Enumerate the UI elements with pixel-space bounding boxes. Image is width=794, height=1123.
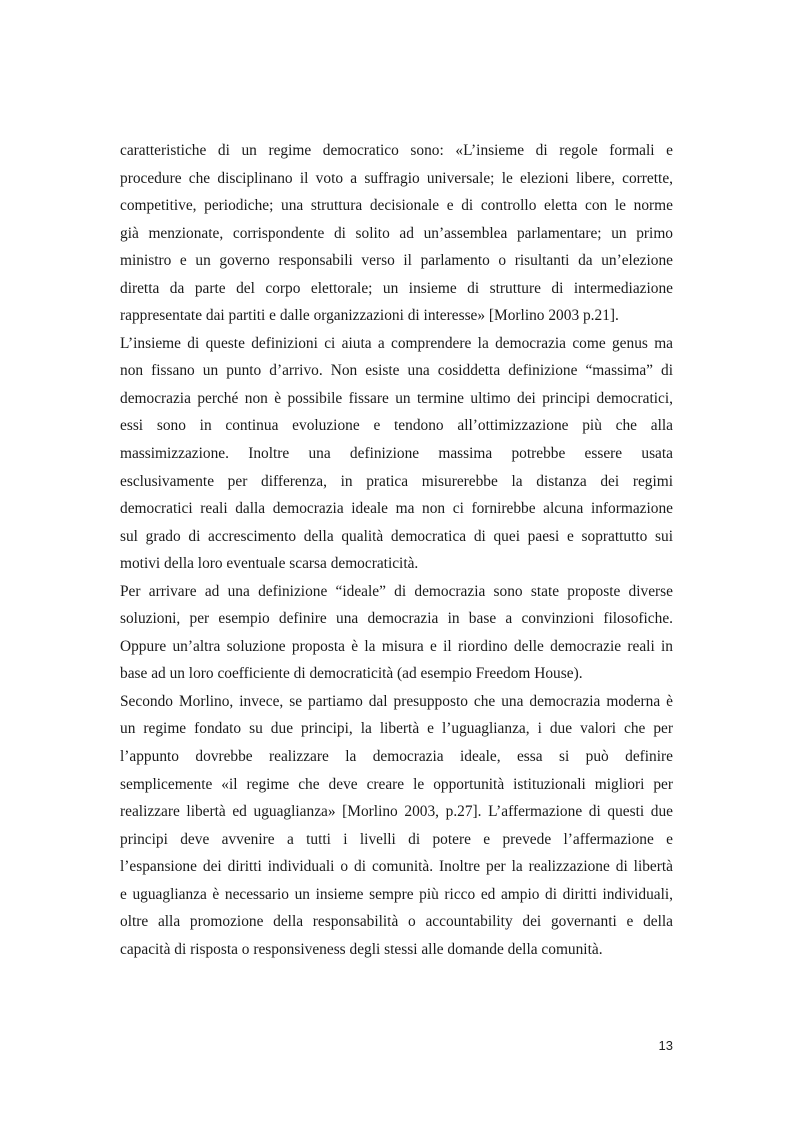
text-line: diretta da parte del corpo elettorale; un insieme di strutture di intermediazione [120, 279, 673, 297]
text-line: sul grado di accrescimento della qualità democratica di quei paesi e soprattutto sui [120, 527, 673, 545]
text-line: realizzare libertà ed uguaglianza» [Morlino 2003, p.27]. L’affermazione di questi due [120, 803, 673, 821]
text-line: motivi della loro eventuale scarsa democraticità. [120, 555, 419, 573]
text-line: Per arrivare ad una definizione “ideale” di democrazia sono state proposte diverse [120, 582, 673, 600]
text-line: competitive, periodiche; una struttura decisionale e di controllo eletta con le norme [120, 197, 673, 215]
text-line: già menzionate, corrispondente di solito ad un’assemblea parlamentare; un primo [120, 224, 673, 242]
text-line: un regime fondato su due principi, la libertà e l’uguaglianza, i due valori che per [120, 720, 673, 738]
page-number: 13 [658, 1038, 673, 1053]
text-line: principi deve avvenire a tutti i livelli di potere e prevede l’affermazione e [120, 830, 673, 848]
text-line: Secondo Morlino, invece, se partiamo dal presupposto che una democrazia moderna è [120, 692, 673, 710]
text-line: semplicemente «il regime che deve creare le opportunità istituzionali migliori per [120, 775, 673, 793]
text-line: soluzioni, per esempio definire una democrazia in base a convinzioni filosofiche. [120, 610, 673, 628]
text-line: democratici reali dalla democrazia ideale ma non ci fornirebbe alcuna informazione [120, 500, 673, 518]
paragraph-1 [120, 137, 673, 330]
text-line: rappresentate dai partiti e dalle organizzazioni di interesse» [Morlino 2003 p.21]. [120, 307, 619, 325]
text-line: essi sono in continua evoluzione e tendono all’ottimizzazione più che alla [120, 417, 673, 435]
paragraph-2 [120, 330, 673, 578]
text-line: l’appunto dovrebbe realizzare la democrazia ideale, essa si può definire [120, 748, 673, 766]
text-line: massimizzazione. Inoltre una definizione massima potrebbe essere usata [120, 445, 673, 463]
text-line: caratteristiche di un regime democratico sono: «L’insieme di regole formali e [120, 142, 673, 159]
page-body [120, 137, 673, 963]
text-line: base ad un loro coefficiente di democraticità (ad esempio Freedom House). [120, 665, 583, 683]
text-line: capacità di risposta o responsiveness degli stessi alle domande della comunità. [120, 940, 603, 958]
paragraph-4 [120, 688, 673, 963]
text-line: Oppure un’altra soluzione proposta è la misura e il riordino delle democrazie reali in [120, 637, 673, 655]
text-line: ministro e un governo responsabili verso il parlamento o risultanti da un’elezione [120, 252, 673, 270]
text-line: democrazia perché non è possibile fissare un termine ultimo dei principi democratici, [120, 389, 673, 407]
text-line: e uguaglianza è necessario un insieme sempre più ricco ed ampio di diritti individuali, [120, 885, 673, 903]
text-line: l’espansione dei diritti individuali o di comunità. Inoltre per la realizzazione di libertà [120, 858, 673, 876]
text-line: non fissano un punto d’arrivo. Non esiste una cosiddetta definizione “massima” di [120, 362, 673, 380]
text-line: L’insieme di queste definizioni ci aiuta a comprendere la democrazia come genus ma [120, 334, 673, 352]
text-line: oltre alla promozione della responsabilità o accountability dei governanti e della [120, 913, 673, 931]
paragraph-3 [120, 578, 673, 688]
text-line: esclusivamente per differenza, in pratica misurerebbe la distanza dei regimi [120, 472, 673, 490]
text-line: procedure che disciplinano il voto a suffragio universale; le elezioni libere, corrette, [120, 169, 673, 187]
